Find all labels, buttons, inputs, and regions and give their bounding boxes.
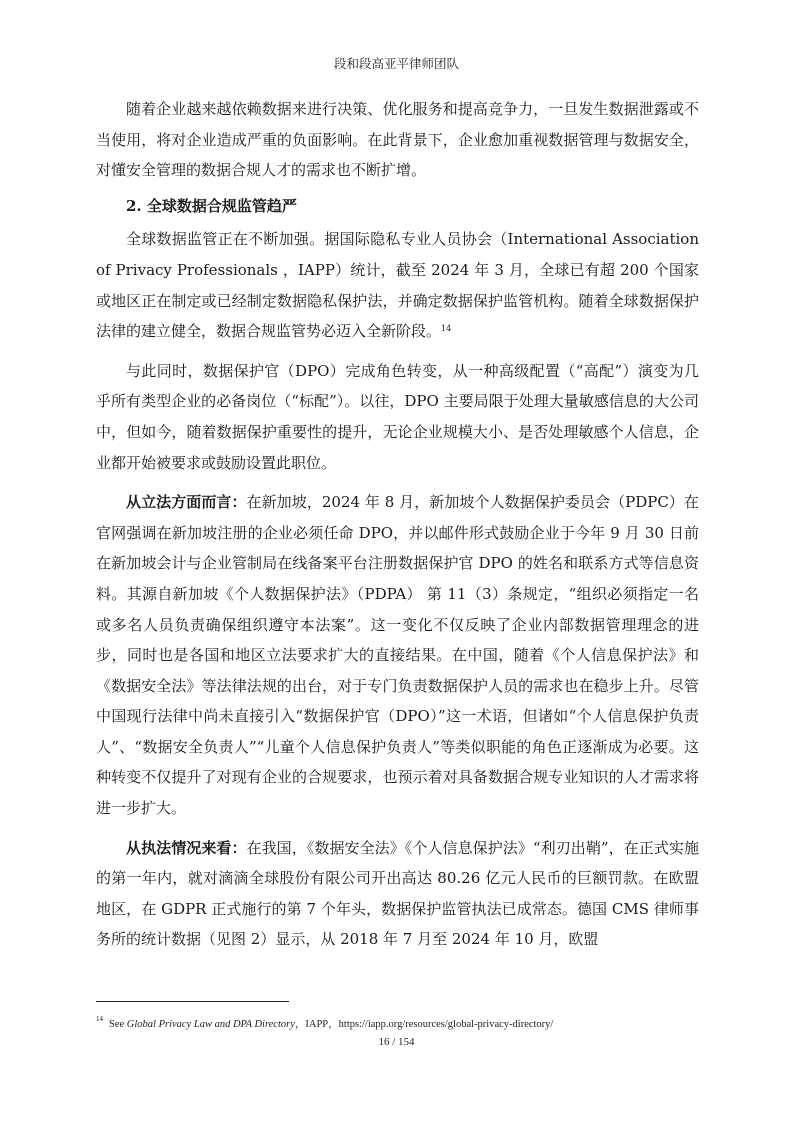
paragraph-dpo-role: 与此同时，数据保护官（DPO）完成角色转变，从一种高级配置（“高配”）演变为几乎所有类型企业的必备岗位（“标配”）。以往，DPO 主要局限于处理大量敏感信息的大公司中，但如今，随着数据保护重要性的提升，无论企业规模大小、是否处理敏感个人信息，企业都开始被要求或鼓励设置此职位。	[96, 361, 699, 472]
paragraph-text: 在新加坡，2024 年 8 月，新加坡个人数据保护委员会（PDPC）在官网强调在新加坡注册的企业必须任命 DPO，并以邮件形式鼓励企业于今年 9 月 30 日前在新加坡会计与企业管制局在线备案平台注册数据保护官 DPO 的姓名和联系方式等信息资料。其源自新加坡《个人数据保护法》（PDPA） 第 11（3）条规定，“组织必须指定一名或多名人员负责确保组织遵守本法案”。这一变化不仅反映了企业内部数据管理理念的进步，同时也是各国和地区立法要求扩大的直接结果。在中国，随着《个人信息保护法》和《数据安全法》等法律法规的出台，对于专门负责数据保护人员的需求也在稳步上升。尽管中国现行法律中尚未直接引入“数据保护官（DPO）”这一术语，但诸如“个人信息保护负责人”、“数据安全负责人”“儿童个人信息保护负责人”等类似职能的角色正逐渐成为必要。这种转变不仅提升了对现有企业的合规要求，也预示着对具备数据合规专业知识的人才需求将进一步扩大。	[96, 493, 699, 818]
page-number: 16 / 154	[378, 1036, 415, 1048]
footnote-number: 14	[96, 1015, 103, 1023]
footnote-source[interactable]: ，IAPP，https://iapp.org/resources/global-privacy-directory/	[294, 1019, 554, 1030]
paragraph-legislation	[96, 487, 699, 824]
paragraph-lead: 从执法情况来看：	[126, 838, 247, 857]
footnote-prefix: See	[109, 1019, 127, 1030]
section-heading: 2. 全球数据合规监管趋严	[126, 196, 297, 215]
footnote-ref[interactable]: 14	[441, 324, 452, 334]
paragraph-global-regulation	[96, 224, 699, 346]
page-header: 段和段高亚平律师团队	[333, 56, 459, 71]
paragraph-text: 在我国，《数据安全法》《个人信息保护法》“利刃出鞘”，在正式实施的第一年内，就对滴滴全球股份有限公司开出高达 80.26 亿元人民币的巨额罚款。在欧盟地区，在 GDPR 正式施行的第 7 个年头，数据保护监管执法已成常态。德国 CMS 律师事务所的统计数据（见图 2）显示，从 2018 年 7 月至 2024 年 10 月，欧盟	[96, 838, 699, 949]
footnote-title: Global Privacy Law and DPA Directory	[126, 1019, 295, 1030]
paragraph-enforcement	[96, 833, 699, 955]
paragraph-text: 全球数据监管正在不断加强。据国际隐私专业人员协会（International Association of Privacy Professionals ，IAPP）统计，截至 2024 年 3 月，全球已有超 200 个国家或地区正在制定或已经制定数据隐私保护法，并确定数据保护监管机构。随着全球数据保护法律的建立健全，数据合规监管势必迈入全新阶段。	[96, 230, 699, 341]
document-body	[96, 94, 699, 955]
paragraph-lead: 从立法方面而言：	[126, 493, 247, 512]
paragraph-data-risk: 随着企业越来越依赖数据来进行决策、优化服务和提高竞争力，一旦发生数据泄露或不当使用，将对企业造成严重的负面影响。在此背景下，企业愈加重视数据管理与数据安全，对懂安全管理的数据合规人才的需求也不断扩增。	[96, 100, 699, 180]
footnote-divider	[96, 1001, 289, 1002]
footnote	[96, 1016, 716, 1031]
